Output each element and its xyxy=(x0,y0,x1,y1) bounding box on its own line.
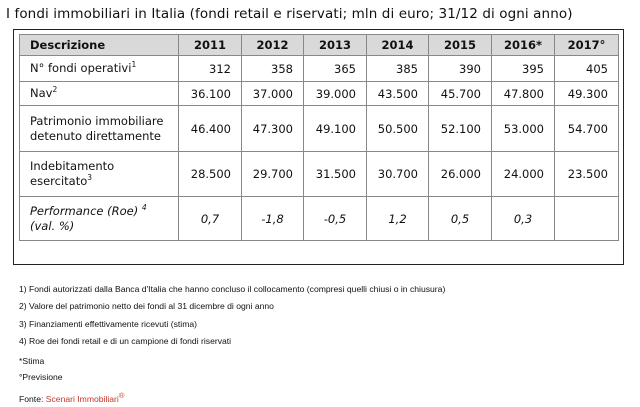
data-table xyxy=(19,34,619,241)
row-label-text-line2: detenuto direttamente xyxy=(30,128,161,143)
table-cell: 312 xyxy=(179,56,242,82)
row-label-text-line2: esercitato xyxy=(30,174,88,188)
table-cell: 358 xyxy=(242,56,304,82)
header-cell-2016: 2016* xyxy=(492,35,555,56)
header-cell-2013: 2013 xyxy=(304,35,367,56)
table-cell: 45.700 xyxy=(429,82,492,106)
table-cell: 30.700 xyxy=(367,152,429,197)
header-cell-2015: 2015 xyxy=(429,35,492,56)
table-cell: 395 xyxy=(492,56,555,82)
table-cell: 0,7 xyxy=(179,197,242,241)
table-cell: -0,5 xyxy=(304,197,367,241)
table-row xyxy=(20,152,619,197)
header-cell-2011: 2011 xyxy=(179,35,242,56)
source-line xyxy=(19,391,125,404)
table-cell: 385 xyxy=(367,56,429,82)
header-cell-descrizione: Descrizione xyxy=(20,35,179,56)
table-cell: 37.000 xyxy=(242,82,304,106)
table-cell: 49.100 xyxy=(304,106,367,152)
footnote-ref: 2 xyxy=(52,85,58,95)
table-cell: 43.500 xyxy=(367,82,429,106)
table-cell: 0,3 xyxy=(492,197,555,241)
table-cell: 29.700 xyxy=(242,152,304,197)
footnote-3: 3) Finanziamenti effettivamente ricevuti (stima) xyxy=(19,319,197,329)
table-cell: 390 xyxy=(429,56,492,82)
header-row xyxy=(20,35,619,56)
header-cell-2012: 2012 xyxy=(242,35,304,56)
footnote-ref: 1 xyxy=(131,60,137,70)
table-cell: 53.000 xyxy=(492,106,555,152)
header-cell-2017: 2017° xyxy=(555,35,619,56)
registered-mark: ® xyxy=(118,391,125,401)
row-label xyxy=(20,152,179,197)
table-cell: 47.300 xyxy=(242,106,304,152)
source-name: Scenari Immobiliari xyxy=(45,394,119,404)
table-cell xyxy=(555,197,619,241)
table-cell: 28.500 xyxy=(179,152,242,197)
table-cell: 54.700 xyxy=(555,106,619,152)
table-cell: 405 xyxy=(555,56,619,82)
source-label: Fonte: xyxy=(19,394,46,404)
footnote-1: 1) Fondi autorizzati dalla Banca d'Italia che hanno concluso il collocamento (compresi quelli chiusi o in chiusura) xyxy=(19,284,446,294)
row-label xyxy=(20,82,179,106)
table-cell: 365 xyxy=(304,56,367,82)
table-cell: 52.100 xyxy=(429,106,492,152)
footnote-ref: 4 xyxy=(141,202,147,212)
legend-previsione: °Previsione xyxy=(19,372,63,382)
table-cell: 0,5 xyxy=(429,197,492,241)
table-cell: 47.800 xyxy=(492,82,555,106)
row-label-text: Performance (Roe) xyxy=(30,203,139,218)
row-label xyxy=(20,106,179,152)
table-row xyxy=(20,56,619,82)
row-label-text-line2: (val. %) xyxy=(30,218,75,233)
page-title: I fondi immobiliari in Italia (fondi retail e riservati; mln di euro; 31/12 di ogni anno) xyxy=(6,6,573,22)
row-label-text: Nav xyxy=(30,86,53,100)
legend-stima: *Stima xyxy=(19,356,45,366)
row-label xyxy=(20,197,179,241)
table-row xyxy=(20,197,619,241)
footnote-2: 2) Valore del patrimonio netto dei fondi al 31 dicembre di ogni anno xyxy=(19,301,274,311)
table-cell: -1,8 xyxy=(242,197,304,241)
row-label xyxy=(20,56,179,82)
table-row xyxy=(20,82,619,106)
table-cell: 31.500 xyxy=(304,152,367,197)
table-row xyxy=(20,106,619,152)
table-cell: 36.100 xyxy=(179,82,242,106)
table-cell: 49.300 xyxy=(555,82,619,106)
row-label-text: Patrimonio immobiliare xyxy=(30,113,164,128)
table-cell: 1,2 xyxy=(367,197,429,241)
row-label-text: N° fondi operativi xyxy=(30,61,132,75)
row-label-text: Indebitamento xyxy=(30,159,115,173)
table-cell: 24.000 xyxy=(492,152,555,197)
table-cell: 26.000 xyxy=(429,152,492,197)
table-cell: 39.000 xyxy=(304,82,367,106)
header-cell-2014: 2014 xyxy=(367,35,429,56)
table-cell: 50.500 xyxy=(367,106,429,152)
footnote-4: 4) Roe dei fondi retail e di un campione di fondi riservati xyxy=(19,336,232,346)
footnote-ref: 3 xyxy=(87,173,93,183)
table-cell: 23.500 xyxy=(555,152,619,197)
table-cell: 46.400 xyxy=(179,106,242,152)
